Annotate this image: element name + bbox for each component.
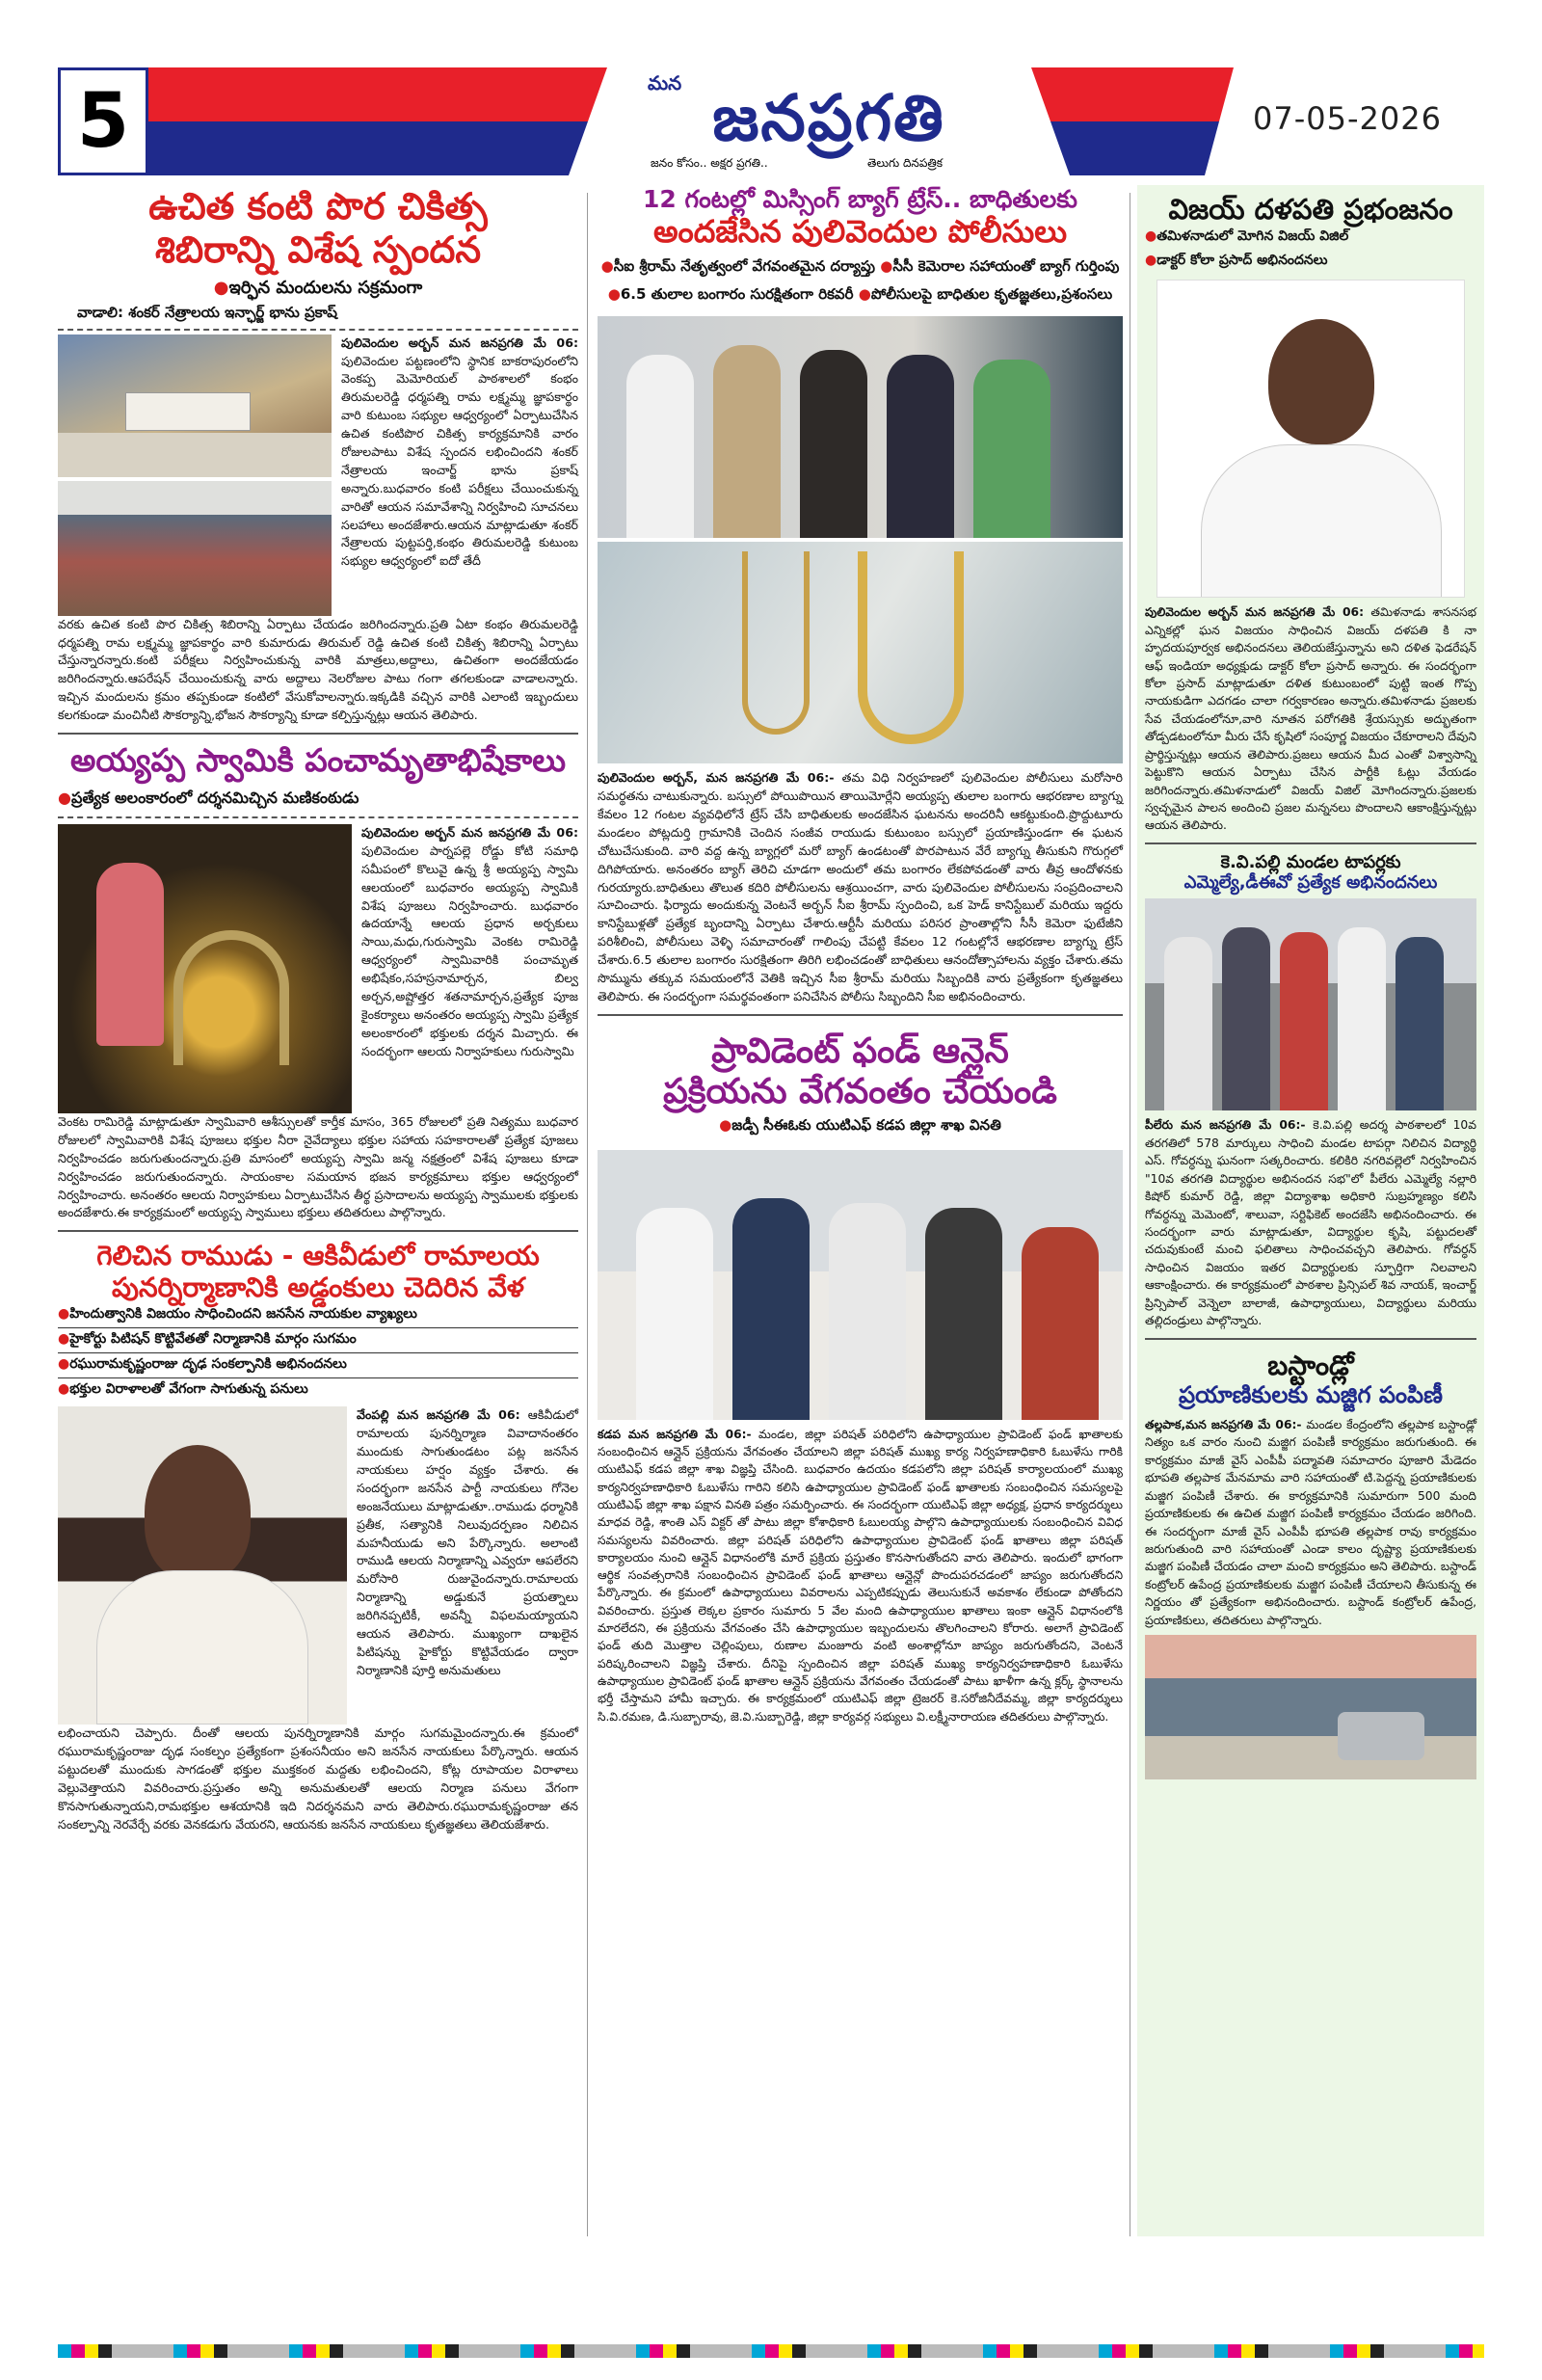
article-text-continued: వరకు ఉచిత కంటి పొర చికిత్స శిబిరాన్ని ఏర్పాటు చేయడం జరిగిందన్నారు.ప్రతి ఏటా కంభం తిరుమలరెడ్డి ధర్మపత్ని రామ లక్ష్మమ్మ జ్ఞాపకార్థం వారి కుమారుడు తిరుమల్ రెడ్డి ఉచిత కంటి చికిత్స శిబిరాన్ని ఏర్పాటు చేస్తున్నారన్నారు.కంటి పరీక్షలు నిర్వహించుకున్న వారికి మాత్రలు,అద్దాలు, ఉచితంగా అందజేయడం జరిగిందన్నారు.ఆపరేషన్ చేయించుకున్న వారు అద్దాలు నెలరోజుల పాటు గంగా తగలకుండా వాడాలన్నారు. ఇచ్చిన మందులను క్రమం తప్పకుండా కంటిలో వేసుకోవాలన్నారు.ఇక్కడికి వచ్చిన వారికి ఎలాంటి ఇబ్బందులు కలగకుండా మంచినీటి సౌకర్యాన్ని,భోజన సౌకర్యాన్ని కూడా కల్పిస్తున్నట్లు ఆయన తెలిపారు. — [58, 616, 578, 723]
eye-camp-photo-1 — [58, 334, 332, 477]
article-missing-bag — [598, 185, 1123, 1006]
divider — [58, 1230, 578, 1232]
headline: ప్రయాణికులకు మజ్జిగ పంపిణీ — [1179, 1380, 1443, 1408]
masthead — [58, 67, 1484, 175]
divider — [1145, 1338, 1476, 1340]
headline: గెలిచిన రాముడు - ఆకివీడులో రామాలయ — [96, 1240, 540, 1272]
headline: అయ్యప్ప స్వామికి పంచామృతాభిషేకాలు — [69, 741, 567, 779]
divider — [58, 816, 578, 818]
headline: కె.వి.పల్లి మండల టాపర్లకు — [1220, 851, 1401, 872]
article-ayyappa — [58, 742, 578, 1222]
headline: శిబిరాన్ని విశేష స్పందన — [154, 227, 482, 271]
headline: బస్టాండ్లో — [1267, 1349, 1354, 1381]
logo-prefix: మన — [648, 71, 682, 94]
bullet: ●భక్తుల విరాళాలతో వేగంగా సాగుతున్న పనులు — [58, 1381, 308, 1398]
divider — [598, 1014, 1123, 1016]
bullet: ●డాక్టర్ కోలా ప్రసాద్ అభినందనలు — [1145, 253, 1328, 269]
bullet-group: ●సీఐ శ్రీరామ్ నేతృత్వంలో వేగవంతమైన దర్యాప్తు ●సీసీ కెమెరాల సహాయంతో బ్యాగ్ గుర్తింపు ●6.5 తులాల బంగారం సురక్షితంగా రికవరీ ●పోలీసులపై బాధితుల కృతజ్ఞతలు,ప్రశంసలు — [600, 257, 1120, 303]
article-text: తల్లపాక,మన జనప్రగతి మే 06:- మండల కేంద్రంలోని తల్లపాక బస్టాండ్లో నిత్యం ఒక వారం నుంచి మజ్జిగ పంపిణీ కార్యక్రమం జరుగుతుంది. ఈ కార్యక్రమం మాజీ వైస్ ఎంపీపీ పద్మావతి సమాచారం పూజారి మేడెదం భూపతి తల్లపాక మేనమామ వారి సహాయంతో టి.పెద్దన్న ప్రయాణికులకు మజ్జిగ పంపిణీ చేశారు. ఈ కార్యక్రమానికి సుమారుగా 500 మంది ప్రయాణికులకు ఈ ఉచిత మజ్జిగ పంపిణీ కార్యక్రమం చేయడం జరిగింది. ఈ సందర్భంగా మాజీ వైస్ ఎంపీపీ భూపతి తల్లపాక రావు కార్యక్రమం జరుగుతుంది వారి సహాయంతో ఎండా కాలం దృష్ట్యా ప్రయాణికులకు మజ్జిగ పంపిణీ చేయడం చాలా మంచి కార్యక్రమం అని తెలిపారు. బస్టాండ్ కంట్రోలర్ ఉపేంద్ర ప్రయాణికులకు మజ్జిగ పంపిణీ చేయాలని తీసుకున్న ఈ నిర్ణయం తో ప్రత్యేకంగా అభినందించారు. బస్టాండ్ కంట్రోలర్ ఉపేంద్ర, ప్రయాణికులు, తదితరులు పాల్గొన్నారు. — [1145, 1417, 1476, 1627]
leader-photo — [58, 1406, 347, 1725]
bullet: ●జడ్పీ సీఈఓకు యుటిఎఫ్ కడప జిల్లా శాఖ వినతి — [719, 1115, 1001, 1134]
article-rama-temple — [58, 1240, 578, 1833]
bus-stand-photo — [1145, 1635, 1476, 1779]
bullet: ●తమిళనాడులో మోగిన విజయ్ విజిల్ — [1145, 228, 1349, 245]
article-vijay — [1145, 193, 1476, 835]
divider — [58, 733, 578, 735]
article-text: కడప మన జనప్రగతి మే 06:- మండల, జిల్లా పరిషత్ పరిధిలోని ఉపాధ్యాయుల ప్రావిడెంట్ ఫండ్ ఖాతాలకు సంబంధించిన ఆన్లైన్ ప్రక్రియను వేగవంతం చేయాలని జిల్లా పరిషత్ ముఖ్య కార్య నిర్వహణాధికారి ఓబుళేసు గారికి యుటిఎఫ్ కడప జిల్లా శాఖ విజ్ఞప్తి చేసింది. బుధవారం ఉదయం కడపలోని జిల్లా పరిషత్ కార్యాలయంలో ముఖ్య కార్యనిర్వహణాధికారి ఓబుళేసు గారిని కలిసి ఉపాధ్యాయుల ప్రావిడెంట్ ఫండ్ ఖాతాలకు సంబంధించిన సమస్యలపై యుటిఎఫ్ జిల్లా శాఖ పక్షాన వినతి పత్రం సమర్పించారు. ఈ సందర్భంగా యుటిఎఫ్ జిల్లా అధ్యక్ష, ప్రధాన కార్యదర్శులు మాధవ రెడ్డి, శాంతి ఎస్ విక్టర్ తో పాటు జిల్లా కోశాధికారి ఓబులయ్య పాల్గొని ఉపాధ్యాయులకు సంబంధించిన వివిధ సమస్యలను వివరించారు. జిల్లా పరిషత్ పరిధిలోని ఉపాధ్యాయుల ప్రావిడెంట్ ఫండ్ ఖాతాలు జిల్లా పరిషత్ కార్యాలయం నుంచి ఆన్లైన్ విధానంలోకి మారే ప్రక్రియ ప్రస్తుతం కొనసాగుతోందని వారు తెలిపారు. ఇందులో భాగంగా ఆర్థిక సంవత్సరానికి సంబంధించిన ప్రావిడెంట్ ఫండ్ ఖాతాలు ఆన్లైన్లో పొందుపరచడంలో జాప్యం జరుగుతోందని పేర్కొన్నారు. ఈ క్రమంలో ఉపాధ్యాయులు వివరాలను ఎప్పటికప్పుడు తెలుసుకునే అవకాశం లేకుండా పోతోందని వివరించారు. ప్రస్తుత లెక్కల ప్రకారం సుమారు 5 వేల మంది ఉపాధ్యాయుల ఖాతాలు ఇంకా ఆన్లైన్ విధానంలోకి మారలేదని, ఈ ప్రక్రియను వేగవంతం చేసి ఉపాధ్యాయుల ఇబ్బందులను తొలగించాలని కోరారు. అలాగే ప్రావిడెంట్ ఫండ్ తుది మొత్తాల చెల్లింపులు, రుణాల మంజూరు వంటి అంశాల్లోనూ జాప్యం జరుగుతోందని, వెంటనే పరిష్కరించాలని విజ్ఞప్తి చేశారు. దీనిపై స్పందించిన జిల్లా పరిషత్ ముఖ్య కార్యనిర్వహణాధికారి ఓబుళేసు ఉపాధ్యాయుల ప్రావిడెంట్ ఫండ్ ఖాతాల ఆన్లైన్ ప్రక్రియను వేగవంతం చేయడంతో పాటు ఖాళీగా ఉన్న క్లర్క్ స్థానాలను భర్తీ చేస్తామని హామీ ఇచ్చారు. ఈ కార్యక్రమంలో యుటిఎఫ్ జిల్లా ట్రెజరర్ కె.సరోజినీదేవమ్మ, జిల్లా కార్యదర్శులు సి.వి.రమణ, డి.సుబ్బారావు, జె.వి.సుబ్బారెడ్డి, జిల్లా కార్యవర్గ సభ్యులు వి.లక్ష్మీనారాయణ తదితరులు పాల్గొన్నారు. — [598, 1427, 1123, 1724]
bullet: ●హైకోర్టు పిటిషన్ కొట్టివేతతో నిర్మాణానికి మార్గం సుగమం — [58, 1328, 578, 1353]
petition-photo — [598, 1150, 1123, 1420]
divider — [58, 329, 578, 331]
bullet: ●ప్రత్యేక అలంకారంలో దర్శనమిచ్చిన మణికంఠుడు — [58, 788, 359, 807]
headline: 12 గంటల్లో మిస్సింగ్ బ్యాగ్ ట్రేస్.. బాధితులకు — [643, 185, 1077, 213]
headline: అందజేసిన పులివెందుల పోలీసులు — [652, 212, 1068, 250]
article-toppers — [1145, 852, 1476, 1330]
police-photo — [598, 316, 1123, 538]
column-middle — [598, 185, 1123, 1725]
article-provident-fund — [598, 1031, 1123, 1725]
bullet: ●హిందుత్వానికి విజయం సాధించిందని జనసేన నాయకుల వ్యాఖ్యలు — [58, 1303, 578, 1328]
headline: ప్రావిడెంట్ ఫండ్ ఆన్లైన్ — [711, 1030, 1009, 1071]
article-text: పులివెందుల అర్బన్ మన జనప్రగతి మే 06: తమిళనాడు శాసనసభ ఎన్నికల్లో ఘన విజయం సాధించిన విజయ్ దళపతి కి నా హృదయపూర్వక అభినందనలు తెలియజేస్తున్నాను అని దళిత ఫెడరేషన్ ఆఫ్ ఇండియా అధ్యక్షుడు డాక్టర్ కోలా ప్రసాద్ అన్నారు. ఈ సందర్భంగా కోలా ప్రసాద్ మాట్లాడుతూ దళిత కుటుంబంలో పుట్టి ఇంత గొప్ప నాయకుడిగా ఎదగడం చాలా గర్వకారణం అన్నారు.తమిళనాడు ప్రజలకు సేవ చేయడంలోనూ,వారి నూతన పరోగతికి శ్రేయస్సుకు అద్భుతంగా తోడ్పడటంలోనూ మీరు చేసే కృషిలో సంపూర్ణ విజయం చేకూరాలని దేవుని ప్రార్థిస్తున్నట్లు ఆయన తెలిపారు.ప్రజలు ఆయన మీద ఎంతో విశ్వాసాన్ని పెట్టుకొని ఆయన ఏర్పాటు చేసిన పార్టీకి ఓట్లు వేయడం జరిగిందన్నారు.తమిళనాడులో విజయ్ విజిల్ మోగిందన్నారు.ప్రజలకు స్వచ్ఛమైన పాలన అందించి ప్రజల మన్ననలు పొందాలని ఆకాంక్షిస్తున్నట్లు ఆయన తెలిపారు. — [1145, 605, 1476, 833]
eye-camp-photo-2 — [58, 481, 332, 616]
tagline-left: జనం కోసం.. అక్షర ప్రగతి.. — [651, 156, 768, 170]
article-text: పులివెందుల అర్బన్, మన జనప్రగతి మే 06:- తమ విధి నిర్వహణలో పులివెందుల పోలీసులు మరోసారి సమర్థతను చాటుకున్నారు. బస్సులో పోయిపొయిన తాయిమోర్లేని అయ్యప్ప తులాల బంగారు ఆభరణాల బ్యాగ్ను కేవలం 12 గంటల వ్యవధిలోనే ట్రేస్ చేసి బాధితులకు అందజేసిన ఘటనను అందరినీ ఆకట్టుకుంది.ప్రొద్దుటూరు మండలం పోట్లదుర్తి గ్రామానికి చెందిన సంజీవ రాయుడు కుటుంబం బస్సులో ప్రయాణిస్తుండగా ఈ ఘటన చోటుచేసుకుంది. వారి వద్ద ఉన్న బ్యాగ్లలో మరో బ్యాగ్ ఉండటంతో పొరపాటున వేరే బ్యాగ్ను తీసుకుని గొరుగ్గలో దిగిపోయారు. అనంతరం బ్యాగ్ తెరిచి చూడగా అందులో తమ బంగారం లేకపోవడంతో వారు తీవ్ర ఆందోళనకు గురయ్యారు.బాధితులు తొలుత కదిరి పోలీసులను ఆశ్రయించగా, వారు పులివెందుల పోలీసులను సంప్రదించాలని సూచించారు. ఫిర్యాదు అందుకున్న వెంటనే అర్బన్ సీఐ శ్రీరామ్ స్పందించి, ఒక హెడ్ కానిస్టేబుల్ మరియు ఇద్దరు కానిస్టేబుళ్లతో ప్రత్యేక బృందాన్ని ఏర్పాటు చేశారు.ఆర్టీసీ మరియు పరిసర ప్రాంతాల్లోని సీసీ కెమెరా ఫుటేజీని పరిశీలించి, పోలీసులు వెళ్ళి సమాచారంతో గాలింపు చేపట్టి కేవలం 12 గంటల్లోనే ఆభరణాల బ్యాగ్ను ట్రేస్ చేశారు.6.5 తులాల బంగారం సురక్షితంగా తిరిగి లభించడంతో బాధితులు ఆనందోత్సాహాలను వ్యక్తం చేశారు.తమ సొమ్మును తక్కువ సమయంలోనే వెతికి ఇచ్చిన సీఐ శ్రీరామ్ మరియు సిబ్బందికి వారు ప్రత్యేకంగా కృతజ్ఞతలు తెలిపారు. ఈ సందర్భంగా సమర్థవంతంగా పనిచేసిన పోలీసు సిబ్బందిని సీఐ అభినందించారు. — [598, 770, 1123, 1003]
bullet: ●రఘురామకృష్ణంరాజు దృఢ సంకల్పానికి అభినందనలు — [58, 1353, 578, 1378]
article-text-continued: వెంకట రామిరెడ్డి మాట్లాడుతూ స్వామివారి ఆశీస్సులతో కార్తీక మాసం, 365 రోజులలో ప్రతి నిత్యము బుధవార రోజులలో స్వామివారికి విశేష పూజలు భక్తుల నీరా నైవేద్యాలు భక్తుల సహాయ సహకారాలతో ప్రత్యేక పూజలు నిర్వహించడం జరుగుతుందన్నారు.ప్రతి మాసంలో అయ్యప్ప స్వామి జన్మ నక్షత్రంలో విశేష పూజలు కూడా నిర్వహించడం జరుగుతుందన్నారు. సాయంకాల సమయాన భజన కార్యక్రమాలు భక్తుల ఆధ్వర్యంలో నిర్వహించారు. అనంతరం ఆలయ నిర్వాహకులు ఏర్పాటుచేసిన తీర్థ ప్రసాదాలను అయ్యప్ప స్వాములకు భక్తులకు అందజేశారు.ఈ కార్యక్రమంలో అయ్యప్ప స్వాములు భక్తులు తదితరులు పాల్గొన్నారు. — [58, 1113, 578, 1220]
felicitation-photo — [1145, 898, 1476, 1110]
headline: ఉచిత కంటి పొర చికిత్స — [148, 185, 488, 227]
page-number: 5 — [58, 67, 148, 175]
column-left — [58, 185, 578, 1834]
column-rule — [587, 193, 588, 2236]
article-eye-camp — [58, 185, 578, 725]
article-text: వేంపల్లి మన జనప్రగతి మే 06: ఆకివీడులో రామాలయ పునర్నిర్మాణ వివాదానంతరం ముందుకు సాగుతుండటం పట్ల జనసేన నాయకులు హర్షం వ్యక్తం చేశారు. ఈ సందర్భంగా జనసేన పార్టీ నాయకులు గోనెల అంజనేయులు మాట్లాడుతూ..రాముడు ధర్మానికి ప్రతీక, సత్యానికి నిలువుదర్పణం నిలిచిన మహనీయుడు అని పేర్కొన్నారు. అలాంటి రాముడి ఆలయ నిర్మాణాన్ని ఎవ్వరూ ఆపలేరని మరోసారి రుజువైందన్నారు.రామాలయ నిర్మాణాన్ని అడ్డుకునే ప్రయత్నాలు జరిగినప్పటికీ, అవన్నీ విఫలమయ్యాయని ఆయన తెలిపారు. ముఖ్యంగా దాఖలైన పిటిషన్ను హైకోర్టు కొట్టివేయడం ద్వారా నిర్మాణానికి పూర్తి అనుమతులు — [357, 1407, 578, 1677]
headline: పునర్నిర్మాణానికి అడ్డంకులు చెదిరిన వేళ — [112, 1271, 524, 1304]
headline: విజయ్ దళపతి ప్రభంజనం — [1168, 193, 1453, 226]
temple-photo — [58, 824, 352, 1113]
article-text: పీలేరు మన జనప్రగతి మే 06:- కె.వి.పల్లి అదర్శ పాఠశాలలో 10వ తరగతిలో 578 మార్కులు సాధించి మండల టాపర్గా నిలిచిన విద్యార్థి ఎస్. గోవర్ధన్ను ఘనంగా సత్కరించారు. కలికిరి నగరివల్లెలో నిర్వహించిన "10వ తరగతి విద్యార్థుల అభినందన సభ"లో పీలేరు ఎమ్మెల్యే నల్లారి కిషోర్ కుమార్ రెడ్డి, జిల్లా విద్యాశాఖ అధికారి సుబ్రహ్మణ్యం కలిసి గోవర్ధన్ను మెమెంటో, శాలువా, సర్టిఫికెట్ అందజేసి అభినందించారు. ఈ సందర్భంగా వారు మాట్లాడుతూ, విద్యార్థుల కృషి, పట్టుదలతో చదువుకుంటే మంచి ఫలితాలు సాధించవచ్చని తెలిపారు. గోవర్ధన్ సాధించిన విజయం ఇతర విద్యార్థులకు స్ఫూర్తిగా నిలవాలని ఆకాంక్షించారు. ఈ కార్యక్రమంలో పాఠశాల ప్రిన్సిపల్ శివ నాయక్, ఇంచార్జ్ ప్రిన్సిపాల్ వెన్నెలా బాలాజీ, ఉపాధ్యాయులు, విద్యార్థులు మరియు తల్లిదండ్రులు పాల్గొన్నారు. — [1145, 1118, 1476, 1328]
portrait-photo — [1156, 280, 1465, 598]
kicker: ●ఇర్ఫిన మందులను సక్రమంగా — [213, 277, 423, 298]
photo-stack — [58, 334, 332, 616]
article-buttermilk — [1145, 1350, 1476, 1780]
issue-date: 07-05-2026 — [1253, 100, 1442, 137]
article-text: పులివెందుల అర్బన్ మన జనప్రగతి మే 06: పులివెందుల పట్టణంలోని స్థానిక బాకరాపురంలోని వెంకప్ప మెమోరియల్ పాఠశాలలో కంభం తిరుమలరెడ్డి ధర్మపత్ని రామ లక్ష్మమ్మ జ్ఞాపకార్థం వారి కుటుంబ సభ్యుల ఆధ్వర్యంలో ఏర్పాటుచేసిన ఉచిత కంటిపొర చికిత్స కార్యక్రమానికి వారం రోజులపాటు విశేష స్పందన లభించిందని శంకర్ నేత్రాలయ ఇంచార్జ్ భాను ప్రకాష్ అన్నారు.బుధవారం కంటి పరీక్షలు చేయించుకున్న వారితో ఆయన సమావేశాన్ని నిర్వహించి సూచనలు సలహాలు అందజేశారు.ఆయన మాట్లాడుతూ శంకర్ నేత్రాలయ పుట్టపర్తి,కంభం తిరుమలరెడ్డి కుటుంబ సభ్యుల ఆధ్వర్యంలో ఐదో తేదీ — [341, 334, 578, 569]
headline: ప్రక్రియను వేగవంతం చేయండి — [663, 1072, 1057, 1112]
newspaper-title: జనప్రగతి — [712, 81, 945, 155]
article-text: పులివెందుల అర్బన్ మన జనప్రగతి మే 06: పులివెందుల పార్నపల్లె రోడ్డు కోటి సమాధి సమీపంలో కొలువై ఉన్న శ్రీ అయ్యప్ప స్వామి ఆలయంలో బుధవారం అయ్యప్ప స్వామికి విశేష పూజలు నిర్వహించారు. బుధవారం ఉదయాన్నే ఆలయ ప్రధాన అర్చకులు సాయి,మధు,గురుస్వామి వెంకట రామిరెడ్డి ఆధ్వర్యంలో స్వామివారికి పంచామృత అభిషేకం,సహస్రనామార్చన, బిల్వ అర్చన,అష్టోత్తర శతనామార్చన,ప్రత్యేక పూజ కైంకర్యాలు అనంతరం అయ్యప్ప స్వామి ప్రత్యేక అలంకారంలో భక్తులకు దర్శన మిచ్చారు. ఈ సందర్భంగా ఆలయ నిర్వాహకులు గురుస్వామి — [361, 824, 578, 1058]
tagline-right: తెలుగు దినపత్రిక — [867, 156, 944, 170]
divider — [1145, 842, 1476, 844]
article-text-continued: లభించాయని చెప్పారు. దీంతో ఆలయ పునర్నిర్మాణానికి మార్గం సుగమమైందన్నారు.ఈ క్రమంలో రఘురామకృష్ణంరాజు దృఢ సంకల్పం ప్రత్యేకంగా ప్రశంసనీయం అని జనసేన నాయకులు పేర్కొన్నారు. ఆయన పట్టుదలతో ముందుకు సాగడంతో భక్తుల ముక్తకంఠ మద్దతు లభించిందని, కోట్ల రూపాయల విరాళాలు వెల్లువెత్తాయని వివరించారు.ప్రస్తుతం అన్ని అనుమతులతో ఆలయ నిర్మాణ పనులు వేగంగా కొనసాగుతున్నాయని,రామభక్తుల ఆశయానికి ఇది నిదర్శనమని వారు తెలిపారు.రఘురామకృష్ణంరాజు తన సంకల్పాన్ని నెరవేర్చే వరకు వెనకడుగు వేయరని, ఆయనకు జనసేన నాయకులు కృతజ్ఞతలు తెలియజేశారు. — [58, 1725, 578, 1832]
byline: వాడాలి: శంకర్ నేత్రాలయ ఇన్ఛార్జ్ భాను ప్రకాష్ — [77, 303, 337, 321]
column-right — [1137, 185, 1484, 2236]
gold-jewellery-photo — [598, 542, 1123, 763]
print-color-bar — [58, 2344, 1484, 2358]
headline: ఎమ్మెల్యే,డీఈవో ప్రత్యేక అభినందనలు — [1183, 872, 1438, 894]
